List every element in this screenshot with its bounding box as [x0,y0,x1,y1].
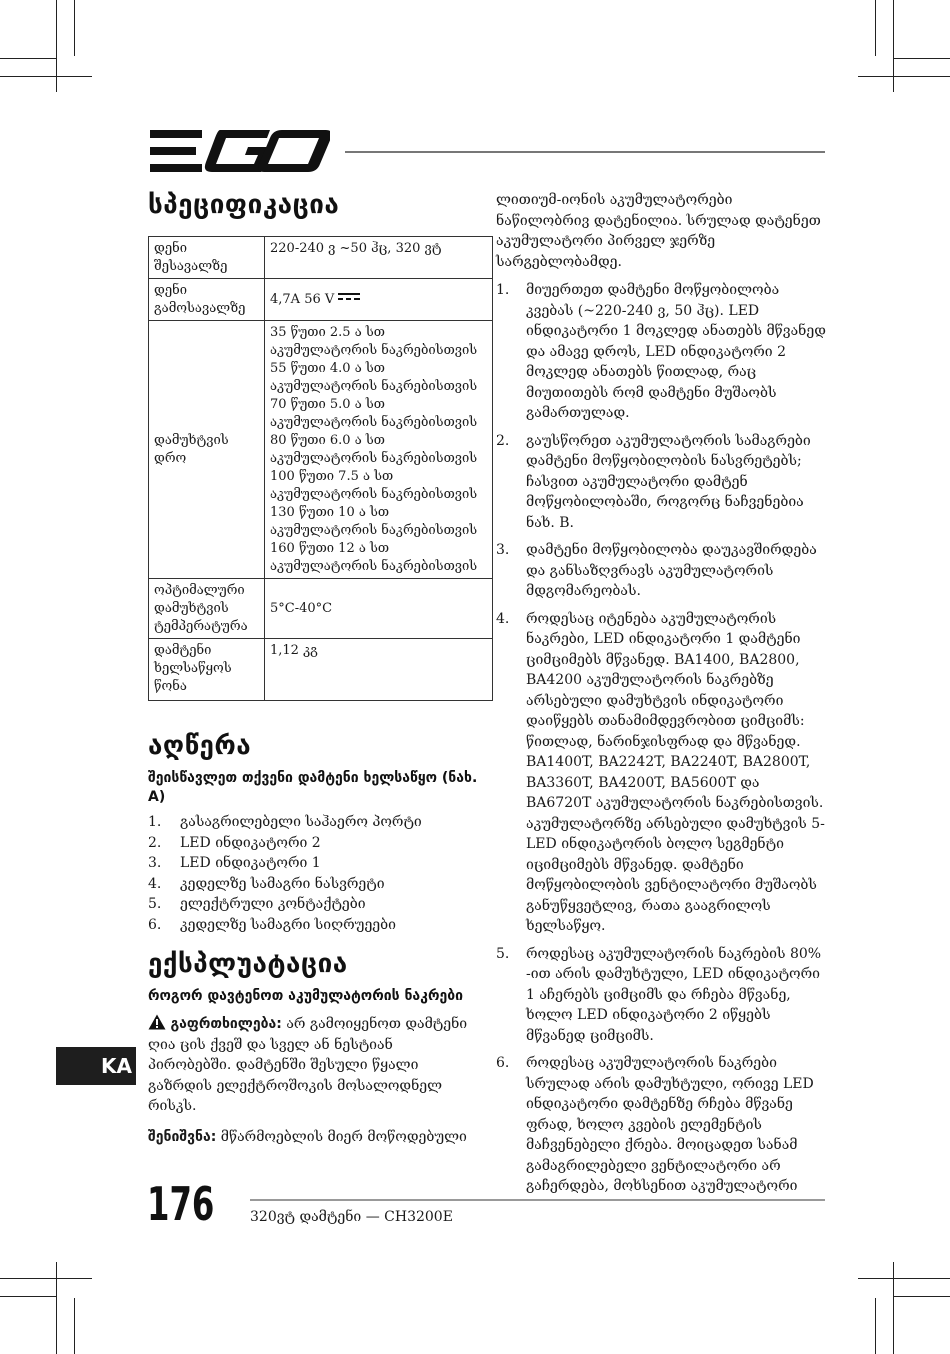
footer-rule [250,1199,825,1201]
language-tab: KA [56,1047,136,1085]
spec-key: დამტენი ხელსაწყოს წონა [149,639,265,701]
list-item: 5. ელექტრული კონტაქტები [148,896,366,912]
spec-value: 220-240 ვ ~50 ჰც, 320 ვტ [265,237,493,279]
page-number: 176 [147,1177,215,1231]
list-item: 2. გაუსწორეთ აკუმულატორის სამაგრები დამტენი მოწყობილობის ნასვრეტებს; ჩასვით აკუმულატორი დამტენ მოწყობილობაში, როგორც ნაჩვენებია ნახ. B. [496,432,811,531]
description-title: აღწერა [148,731,252,761]
spec-key: დამუხტვის დრო [149,321,265,579]
crop-mark [858,1278,950,1279]
table-row [149,279,493,321]
spec-key: დენი გამოსავალზე [149,279,265,321]
spec-value: 35 წუთი 2.5 ა სთ აკუმულატორის ნაკრებისთვის 55 წუთი 4.0 ა სთ აკუმულატორის ნაკრებისთვის 70 წუთი 5.0 ა სთ აკუმულატორის ნაკრებისთვის 80 წუთი 6.0 ა სთ აკუმულატორის ნაკრებისთვის 100 წუთი 7.5 ა სთ აკუმულატორის ნაკრებისთვის 130 წუთი 10 ა სთ აკუმულატორის ნაკრებისთვის 160 წუთი 12 ა სთ აკუმულატორის ნაკრებისთვის [265,321,493,579]
crop-mark [875,0,876,56]
crop-mark [0,1278,92,1279]
crop-mark [894,1296,950,1297]
table-row [149,579,493,639]
dc-current-icon [338,292,360,302]
list-item: 1. მიუერთეთ დამტენი მოწყობილობა კვებას (~220-240 ვ, 50 ჰც). LED ინდიკატორი 1 მოკლედ ანათებს მწვანედ და ამავე დროს, LED ინდიკატორი 2 მოკლედ ანათებს წითლად, რაც მიუთითებს რომ დამტენი მუშაობს გამართულად. [496,282,826,421]
operation-subtitle: როგორ დავტენოთ აკუმულატორის ნაკრები [148,988,464,1004]
crop-mark [74,1298,75,1354]
crop-mark [858,76,950,77]
list-item: 1. გასაგრილებელი საჰაერო პორტი [148,814,422,830]
list-item: 2. LED ინდიკატორი 2 [148,834,321,851]
crop-mark [875,1298,876,1354]
warning-paragraph [148,1014,468,1117]
crop-mark [0,1296,56,1297]
note-label: შენიშვნა: [148,1128,217,1145]
note-continued: ლითიუმ-იონის აკუმულატორები ნაწილობრივ დატენილია. სრულად დატენეთ აკუმულატორი პირველ ჯერზე სარგებლობამდე. [496,192,821,270]
note-paragraph [148,1127,478,1148]
right-column [496,190,826,1204]
crop-mark [893,0,894,92]
spec-key: დენი შესავალზე [149,237,265,279]
list-item: 6. კედელზე სამაგრი სიღრუეები [148,916,396,933]
list-item: 5. როდესაც აკუმულატორის ნაკრების 80% -ით არის დამუხტული, LED ინდიკატორი 1 აჩერებს ციმციმს და რჩება მწვანე, ხოლო LED ინდიკატორი 2 იწყებს მწვანედ ციმციმს. [496,945,822,1044]
crop-mark [0,76,92,77]
list-item: 4. როდესაც იტენება აკუმულატორის ნაკრები, LED ინდიკატორი 1 დამტენი ციმციმებს მწვანედ. BA1400, BA2800, BA4200 აკუმულატორის ნაკრებზე არსებული დამუხტვის ინდიკატორი დაიწყებს თანამიმდევრობით ციმციმს: წითლად, ნარინჯისფრად და მწვანედ. BA1400T, BA2242T, BA2240T, BA2800T, BA3360T, BA4200T, BA5600T და BA6720T აკუმულატორის ნაკრებისთვის. აკუმულატორზე არსებული დამუხტვის 5-LED ინდიკატორის ბოლო სეგმენტი იციმციმებს მწვანედ. დამტენი მოწყობილობის ვენტილატორი მუშაობს განუწყვეტლივ, რათა გააგრილოს ხელსაწყო. [496,610,825,934]
note-text: მწარმოებლის მიერ მოწოდებული [220,1128,467,1145]
warning-label: გაფრთხილება: [170,1016,282,1032]
crop-mark [74,0,75,56]
charging-steps [496,280,826,1197]
spec-value: 5°C-40°C [265,579,493,639]
crop-mark [894,58,950,59]
warning-icon [148,1014,166,1030]
operation-title: ექსპლუატაცია [148,949,348,979]
spec-table [148,236,493,701]
spec-value: 1,12 კგ [265,639,493,701]
spec-value-text: 4,7A 56 V [270,292,335,307]
spec-title: სპეციფიკაცია [148,190,340,220]
list-item: 3. LED ინდიკატორი 1 [148,855,321,871]
ego-logo [150,130,330,172]
crop-mark [893,1262,894,1354]
table-row [149,237,493,279]
spec-value [265,279,493,321]
description-list [148,812,493,935]
crop-mark [56,1262,57,1354]
header-rule [345,151,825,153]
footer-doc-title: 320ვტ დამტენი — CH3200E [250,1209,453,1225]
table-row [149,321,493,579]
left-column [148,190,493,1147]
description-subtitle: შეისწავლეთ თქვენი დამტენი ხელსაწყო (ნახ. A) [148,770,478,805]
warning-text: არ გამოიყენოთ დამტენი ღია ცის ქვეშ და სველ ან ნესტიან პირობებში. დამტენში შესული წყალი გაზრდის ელექტროშოკის მოსალოდნელ რისკს. [148,1016,468,1114]
list-item: 6. როდესაც აკუმულატორის ნაკრები სრულად არის დამუხტული, ორივე LED ინდიკატორი დამტენზე რჩება მწვანე ფრად, ხოლო კვების ელემენტის მაჩვენებელი ქრება. მოიცადეთ სანამ გამაგრილებელი ვენტილატორი არ გაჩერდება, მოხსენით აკუმულატორი [496,1055,814,1194]
crop-mark [56,0,57,92]
table-row [149,639,493,701]
list-item: 3. დამტენი მოწყობილობა დაუკავშირდება და განსაზღვრავს აკუმულატორის მდგომარეობას. [496,542,817,599]
crop-mark [0,58,56,59]
spec-key: ოპტიმალური დამუხტვის ტემპერატურა [149,579,265,639]
list-item: 4. კედელზე სამაგრი ნასვრეტი [148,875,385,892]
